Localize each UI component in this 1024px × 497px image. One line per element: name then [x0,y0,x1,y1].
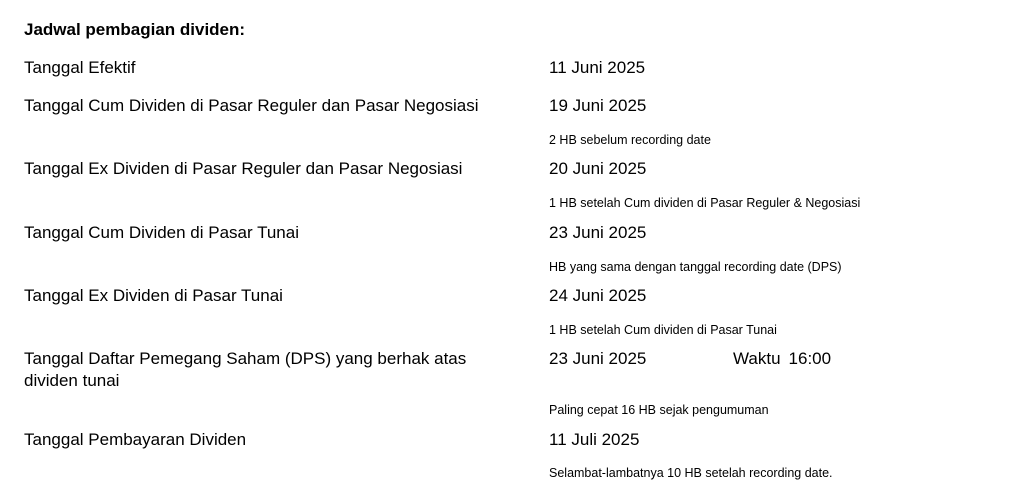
row-note-record-date: Paling cepat 16 HB sejak pengumuman [549,403,769,417]
row-label-effective-date: Tanggal Efektif [24,58,136,77]
row-date-effective-date: 11 Juni 2025 [549,58,646,77]
row-label-payment-date: Tanggal Pembayaran Dividen [24,430,247,449]
section-title: Jadwal pembagian dividen: [24,20,246,39]
row-label-record-date: Tanggal Daftar Pemegang Saham (DPS) yang berhak atas dividen tunai [24,349,467,390]
row-note-ex-cash: 1 HB setelah Cum dividen di Pasar Tunai [549,323,777,337]
row-date-ex-regular: 20 Juni 2025 [549,159,647,178]
row-note-cum-cash: HB yang sama dengan tanggal recording date (DPS) [549,260,842,274]
row-date-ex-cash: 24 Juni 2025 [549,286,647,305]
time-value: 16:00 [788,349,832,368]
time-label: Waktu [733,349,781,368]
row-note-payment-date: Selambat-lambatnya 10 HB setelah recording date. [549,466,833,480]
row-date-record-date: 23 Juni 2025 [549,349,647,368]
row-date-cum-regular: 19 Juni 2025 [549,96,647,115]
row-label-ex-cash: Tanggal Ex Dividen di Pasar Tunai [24,286,283,305]
row-date-cum-cash: 23 Juni 2025 [549,223,647,242]
row-date-payment-date: 11 Juli 2025 [549,430,640,449]
row-label-ex-regular: Tanggal Ex Dividen di Pasar Reguler dan Pasar Negosiasi [24,159,463,178]
row-time-record-date [733,348,831,370]
row-note-ex-regular: 1 HB setelah Cum dividen di Pasar Reguler & Negosiasi [549,196,861,210]
row-note-cum-regular: 2 HB sebelum recording date [549,133,711,147]
row-label-cum-cash: Tanggal Cum Dividen di Pasar Tunai [24,223,299,242]
row-label-cum-regular: Tanggal Cum Dividen di Pasar Reguler dan Pasar Negosiasi [24,96,479,115]
